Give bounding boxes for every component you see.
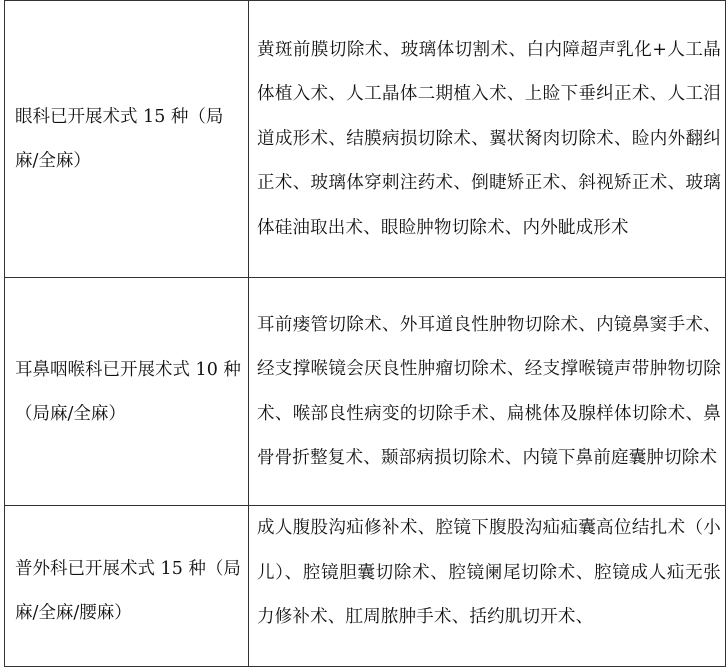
department-label: 眼科已开展术式 15 种（局麻/全麻） <box>15 107 224 171</box>
procedures-text: 黄斑前膜切除术、玻璃体切割术、白内障超声乳化+人工晶体植入术、人工晶体二期植入术、上睑下垂纠正术、人工泪道成形术、结膜病损切除术、翼状胬肉切除术、睑内外翻纠正术、玻璃体穿刺注药术、倒睫矫正术、斜视矫正术、玻璃体硅油取出术、眼睑肿物切除术、内外眦成形术 <box>257 39 721 238</box>
department-cell <box>5 278 249 506</box>
table-row <box>5 506 726 667</box>
department-cell <box>5 1 249 278</box>
procedures-text: 耳前瘘管切除术、外耳道良性肿物切除术、内镜鼻窦手术、经支撑喉镜会厌良性肿瘤切除术、经支撑喉镜声带肿物切除术、喉部良性病变的切除手术、扁桃体及腺样体切除术、鼻骨骨折整复术、颞部病损切除术、内镜下鼻前庭囊肿切除术 <box>257 314 721 468</box>
procedures-cell <box>249 278 726 506</box>
procedures-text: 成人腹股沟疝修补术、腔镜下腹股沟疝疝囊高位结扎术（小儿）、腔镜胆囊切除术、腔镜阑尾切除术、腔镜成人疝无张力修补术、肛周脓肿手术、括约肌切开术、 <box>257 518 721 627</box>
procedures-cell <box>249 1 726 278</box>
table-row <box>5 1 726 278</box>
department-label: 耳鼻咽喉科已开展术式 10 种（局麻/全麻） <box>15 359 241 424</box>
table-row <box>5 278 726 506</box>
procedures-cell <box>249 506 726 667</box>
surgery-table <box>4 0 726 667</box>
department-cell <box>5 506 249 667</box>
department-label: 普外科已开展术式 15 种（局麻/全麻/腰麻） <box>15 559 241 623</box>
